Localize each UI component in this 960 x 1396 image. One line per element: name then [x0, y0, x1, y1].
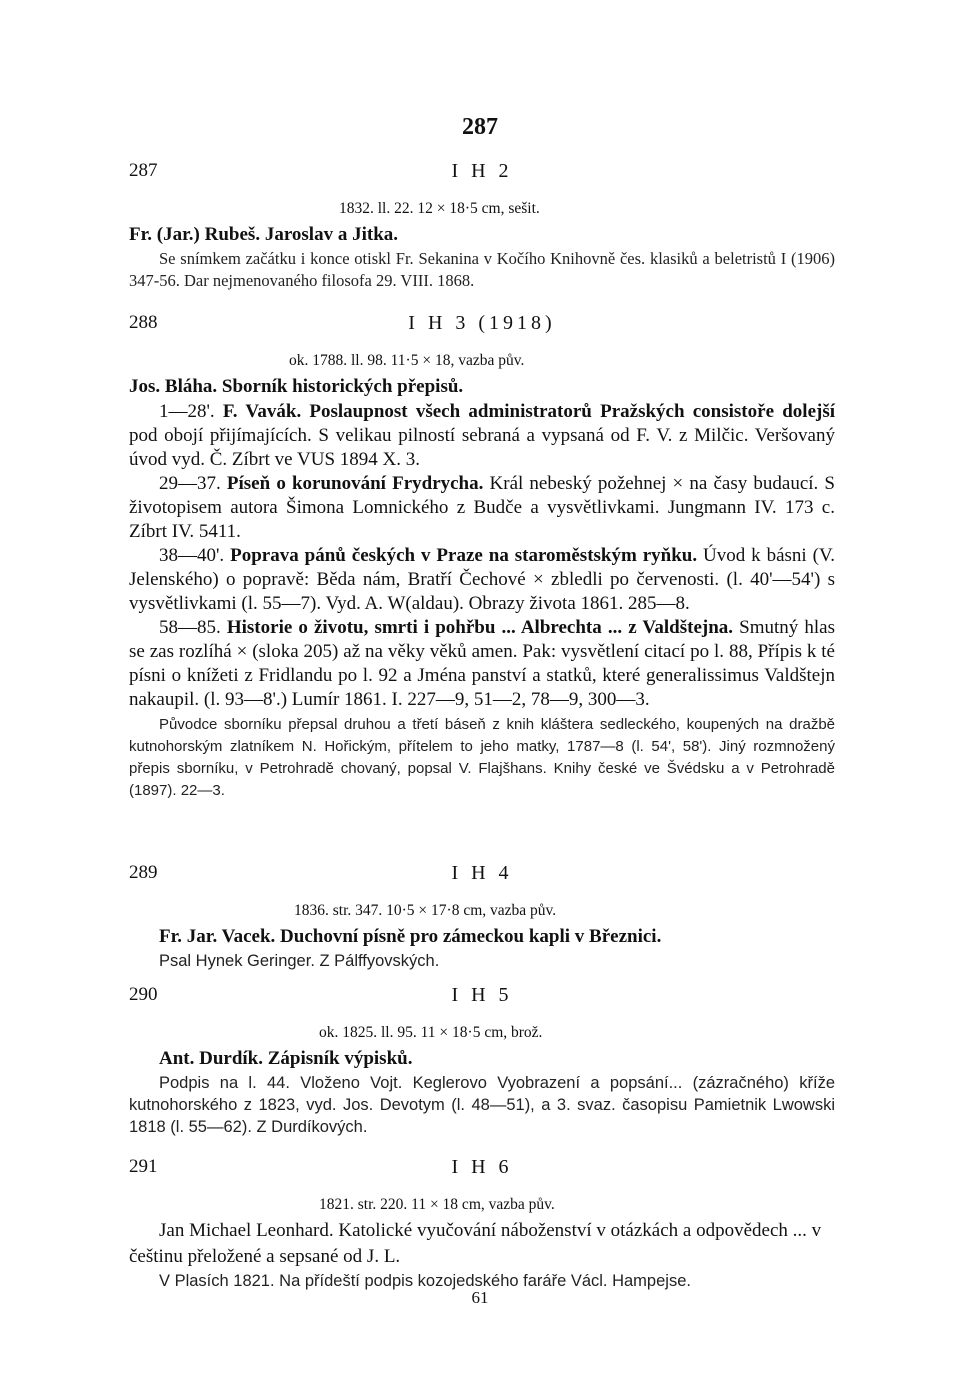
- catalog-entry: [129, 160, 835, 312]
- page-footer-number: 61: [471, 1288, 489, 1307]
- entry-number: 291: [129, 1156, 158, 1177]
- folio-range: 1—28'.: [159, 401, 215, 422]
- entry-number: 288: [129, 312, 158, 333]
- item-title: F. Vavák. Poslaupnost všech administratorů Pražských consistoře dolejší: [222, 401, 835, 422]
- folio-range: 29—37.: [159, 473, 221, 494]
- item-description: Smutný hlas se zas rozlíhá × (sloka 205) až na věky věků amen. Pak: vysvětlení citací po l. 88, Přípis k té písni o knížeti z Fridlandu po l. 92 a Jména panství a statků, které generalissimus Valdštejn nakaupil. (l. 93—8'.) Lumír 1861. I. 227—9, 51—2, 78—9, 300—3.: [129, 617, 835, 710]
- entry-description: Psal Hynek Geringer. Z Pálffyovských.: [159, 952, 440, 970]
- entry-note: Původce sborníku přepsal druhou a třetí báseň z knih kláštera sedleckého, koupených na dražbě kutnohorským zlatníkem N. Hořickým, přítelem to jeho matky, 1787—8 (l. 54', 58'). Jiný rozmnožený přepis sborníku, v Petrohradě chovaný, popsal V. Flajšhans. Knihy české ve Švédsku a v Petrohradě (1897). 22—3.: [129, 716, 835, 799]
- item-description: pod obojí přijímajících. S velikau pilností sebraná a vypsaná od F. V. z Milčic. Veršovaný úvod vyd. Č. Zíbrt ve VUS 1894 X. 3.: [129, 425, 835, 470]
- entry-title: Jan Michael Leonhard. Katolické vyučování náboženství v otázkách a odpovědech ... v češtinu přeložené a sepsané od J. L.: [129, 1220, 822, 1267]
- entry-header: [129, 862, 835, 892]
- entry-header: [129, 984, 835, 1014]
- entry-title: Jos. Bláha. Sborník historických přepisů.: [129, 376, 464, 397]
- catalog-entry: [129, 984, 835, 1156]
- shelf-signature: I H 6: [451, 1156, 513, 1178]
- shelf-signature: I H 5: [451, 984, 513, 1006]
- item-description: Král nebeský požehnej × na časy budaucí. S životopisem autora Šimona Lomnického z Budče a vysvětlivkami. Jungmann IV. 173 c. Zíbrt IV. 5411.: [129, 473, 835, 542]
- entry-header: [129, 160, 835, 190]
- page-header-number: 287: [462, 114, 498, 140]
- entry-meta: 1821. str. 220. 11 × 18 cm, vazba pův.: [319, 1196, 555, 1213]
- catalog-entry: [129, 1156, 835, 1292]
- item-description: Úvod k básni (V. Jelenského) o popravě: Běda nám, Bratří Čechové × zbledli po červenosti. (l. 40'—54') s vysvětlivkami (l. 55—7). Vyd. A. W(aldau). Obrazy života 1861. 285—8.: [129, 545, 835, 614]
- entry-meta: ok. 1825. ll. 95. 11 × 18·5 cm, brož.: [319, 1024, 543, 1041]
- entry-description: V Plasích 1821. Na přídeští podpis kozojedského faráře Václ. Hampejse.: [159, 1272, 691, 1290]
- page-content: [129, 160, 835, 1292]
- entry-title: Ant. Durdík. Zápisník výpisků.: [159, 1048, 413, 1069]
- entry-description: Se snímkem začátku i konce otiskl Fr. Sekanina v Kočího Knihovně čes. klasiků a beletristů I (1906) 347-56. Dar nejmenovaného filosofa 29. VIII. 1868.: [129, 249, 835, 290]
- entry-number: 289: [129, 862, 158, 883]
- shelf-signature: I H 2: [451, 160, 513, 182]
- shelf-signature: I H 3 (1918): [408, 312, 556, 334]
- item-title: Historie o životu, smrti i pohřbu ... Albrechta ... z Valdštejna.: [226, 617, 734, 638]
- entry-title: Fr. Jar. Vacek. Duchovní písně pro zámeckou kapli v Březnici.: [159, 926, 662, 947]
- entry-meta: ok. 1788. ll. 98. 11·5 × 18, vazba pův.: [289, 352, 525, 369]
- entry-title: Fr. (Jar.) Rubeš. Jaroslav a Jitka.: [129, 224, 399, 245]
- folio-range: 58—85.: [159, 617, 221, 638]
- catalog-entry: [129, 862, 835, 984]
- item-title: Píseň o korunování Frydrycha.: [226, 473, 484, 494]
- item-title: Poprava pánů českých v Praze na staroměstským ryňku.: [230, 545, 698, 566]
- content-item: [129, 544, 835, 616]
- content-item: [129, 616, 835, 712]
- entry-meta: 1836. str. 347. 10·5 × 17·8 cm, vazba pův.: [294, 902, 557, 919]
- entry-description: Podpis na l. 44. Vloženo Vojt. Keglerovo Vyobrazení a popsání... (zázračného) kříže kutnohorského z 1823, vyd. Jos. Devotym (l. 48—51), a 3. svaz. časopisu Pamietnik Lwowski 1818 (l. 55—62). Z Durdíkových.: [129, 1074, 835, 1136]
- entry-number: 287: [129, 160, 158, 181]
- shelf-signature: I H 4: [451, 862, 513, 884]
- entry-header: [129, 1156, 835, 1186]
- catalog-entry: [129, 312, 835, 862]
- content-item: [129, 472, 835, 544]
- content-item: [129, 400, 835, 472]
- entry-meta: 1832. ll. 22. 12 × 18·5 cm, sešit.: [339, 200, 540, 217]
- entry-header: [129, 312, 835, 342]
- folio-range: 38—40'.: [159, 545, 225, 566]
- entry-number: 290: [129, 984, 158, 1005]
